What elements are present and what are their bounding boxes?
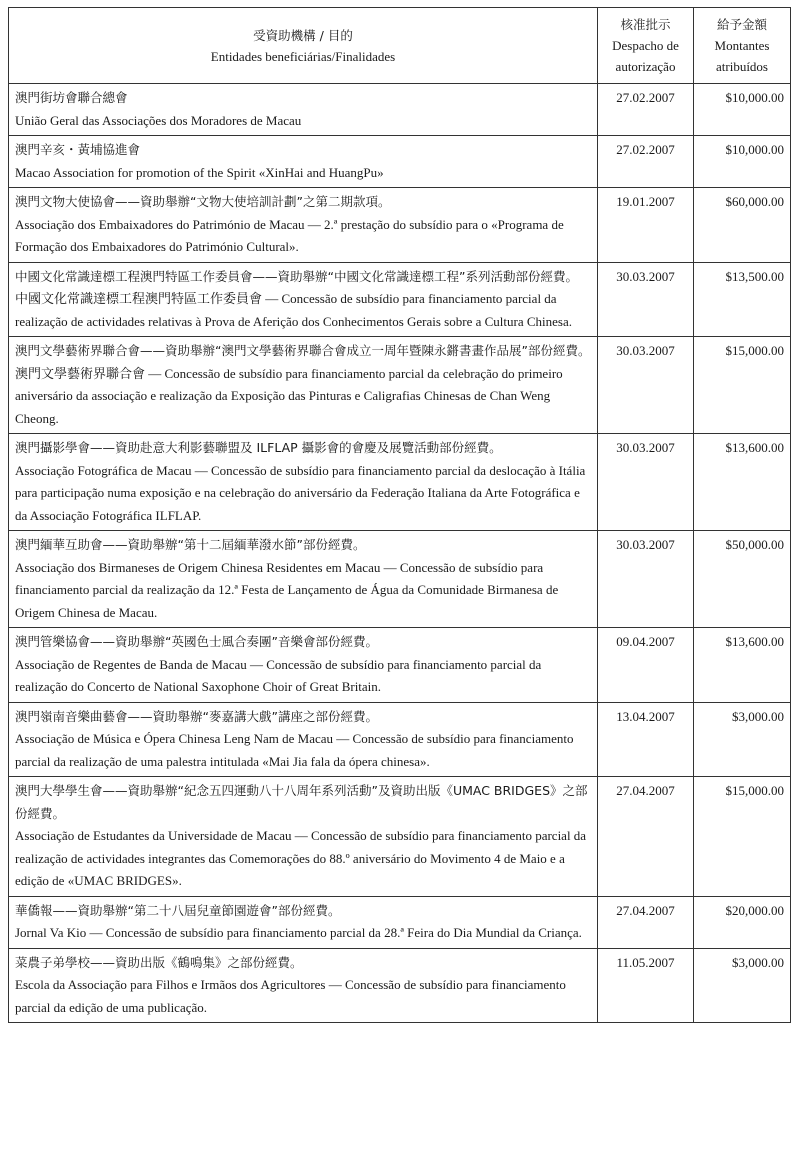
header-date-pt-1: Despacho de xyxy=(612,38,679,53)
entity-cell xyxy=(9,777,598,897)
amount-cell: $50,000.00 xyxy=(694,531,791,628)
amount-cell: $13,500.00 xyxy=(694,262,791,337)
table-row xyxy=(9,262,791,337)
entity-cell xyxy=(9,702,598,777)
amount-cell: $10,000.00 xyxy=(694,136,791,188)
date-cell: 13.04.2007 xyxy=(598,702,694,777)
date-cell: 27.02.2007 xyxy=(598,136,694,188)
entity-cell xyxy=(9,531,598,628)
date-cell: 11.05.2007 xyxy=(598,948,694,1023)
table-row xyxy=(9,777,791,897)
date-cell: 09.04.2007 xyxy=(598,628,694,703)
table-row xyxy=(9,136,791,188)
table-row xyxy=(9,84,791,136)
entity-pt: Associação de Regentes de Banda de Macau — Concessão de subsídio para financiamento parcial da realização do Concerto de National Saxophone Choir of Great Britain. xyxy=(15,656,542,694)
entity-cell xyxy=(9,628,598,703)
header-amount-pt-1: Montantes xyxy=(714,38,770,53)
header-date-pt-2: autorização xyxy=(615,59,676,74)
entity-zh: 澳門大學學生會——資助舉辦“紀念五四運動八十八周年系列活動”及資助出版《UMAC BRIDGES》之部份經費。 xyxy=(15,783,588,821)
header-row xyxy=(9,8,791,84)
header-amount xyxy=(694,8,791,84)
entity-zh: 澳門文物大使協會——資助舉辦“文物大使培訓計劃”之第二期款項。 xyxy=(15,194,391,209)
table-row xyxy=(9,337,791,434)
entity-zh: 菜農子弟學校——資助出版《鶴鳴集》之部份經費。 xyxy=(15,954,303,970)
entity-cell xyxy=(9,434,598,531)
amount-cell: $15,000.00 xyxy=(694,337,791,434)
entity-pt: Associação de Estudantes da Universidade de Macau — Concessão de subsídio para financiamento parcial da realização de actividades integrantes das Comemorações do 88.º aniversário do Movimento 4 de Maio e a edição de «UMAC BRIDGES». xyxy=(15,828,587,888)
amount-cell: $10,000.00 xyxy=(694,84,791,136)
table-row xyxy=(9,896,791,948)
header-amount-pt-2: atribuídos xyxy=(716,59,768,74)
entity-cell xyxy=(9,136,598,188)
amount-cell: $13,600.00 xyxy=(694,434,791,531)
entity-zh: 澳門管樂協會——資助舉辦“英國色士風合奏團”音樂會部份經費。 xyxy=(15,634,378,649)
table-row xyxy=(9,948,791,1023)
entity-zh: 澳門文學藝術界聯合會——資助舉辦“澳門文學藝術界聯合會成立一周年暨陳永鏘書畫作品展”部份經費。 xyxy=(15,343,591,358)
entity-pt: Associação de Música e Ópera Chinesa Leng Nam de Macau — Concessão de subsídio para financiamento parcial da realização de uma palestra intitulada «Mai Jia fala da ópera chinesa». xyxy=(15,731,574,769)
entity-pt: Associação dos Embaixadores do Património de Macau — 2.ª prestação do subsídio para o «Programa de Formação dos Embaixadores do Património Cultural». xyxy=(15,216,564,254)
entity-cell xyxy=(9,896,598,948)
amount-cell: $15,000.00 xyxy=(694,777,791,897)
date-cell: 27.04.2007 xyxy=(598,777,694,897)
table-row xyxy=(9,188,791,263)
entity-zh: 澳門攝影學會——資助赴意大利影藝聯盟及 ILFLAP 攝影會的會慶及展覽活動部份經費。 xyxy=(15,440,502,455)
subsidy-table xyxy=(8,7,791,1023)
table-row xyxy=(9,531,791,628)
amount-cell: $3,000.00 xyxy=(694,702,791,777)
amount-cell: $13,600.00 xyxy=(694,628,791,703)
date-cell: 30.03.2007 xyxy=(598,531,694,628)
table-row xyxy=(9,434,791,531)
entity-zh: 中國文化常識達標工程澳門特區工作委員會——資助舉辦“中國文化常識達標工程”系列活動部份經費。 xyxy=(15,268,578,284)
date-cell: 27.04.2007 xyxy=(598,896,694,948)
amount-cell: $60,000.00 xyxy=(694,188,791,263)
date-cell: 30.03.2007 xyxy=(598,434,694,531)
entity-cell xyxy=(9,84,598,136)
entity-cell xyxy=(9,188,598,263)
entity-cell xyxy=(9,337,598,434)
header-entity xyxy=(9,8,598,84)
entity-pt: Escola da Associação para Filhos e Irmãos dos Agricultores — Concessão de subsídio para financiamento parcial da edição de uma publicação. xyxy=(15,977,566,1015)
entity-zh: 澳門嶺南音樂曲藝會——資助舉辦“麥嘉講大戲”講座之部份經費。 xyxy=(15,708,378,724)
date-cell: 19.01.2007 xyxy=(598,188,694,263)
date-cell: 27.02.2007 xyxy=(598,84,694,136)
table-row xyxy=(9,702,791,777)
amount-cell: $20,000.00 xyxy=(694,896,791,948)
entity-zh: 華僑報——資助舉辦“第二十八屆兒童節園遊會”部份經費。 xyxy=(15,902,341,918)
entity-pt: Macao Association for promotion of the Spirit «XinHai and HuangPu» xyxy=(15,164,384,180)
entity-pt: Associação dos Birmaneses de Origem Chinesa Residentes em Macau — Concessão de subsídio para financiamento parcial da realização da 12.ª Festa de Lançamento de Água da Comunidade Birmanesa de Origem Chinesa de Macau. xyxy=(15,559,559,620)
entity-cell xyxy=(9,262,598,337)
entity-pt: Associação Fotográfica de Macau — Concessão de subsídio para financiamento parcial da deslocação à Itália para participação numa exposição e na celebração do aniversário da Federação Italiana da Arte Fotográfica e da Associação Fotográfica ILFLAP. xyxy=(15,462,586,523)
header-date xyxy=(598,8,694,84)
entity-cell xyxy=(9,948,598,1023)
header-entity-zh: 受資助機構 / 目的 xyxy=(253,27,353,43)
header-entity-pt: Entidades beneficiárias/Finalidades xyxy=(210,48,396,64)
entity-zh: 澳門街坊會聯合總會 xyxy=(15,90,128,105)
entity-zh: 澳門緬華互助會——資助舉辦“第十二屆緬華潑水節”部份經費。 xyxy=(15,537,366,552)
entity-pt: 中國文化常識達標工程澳門特區工作委員會 — Concessão de subsídio para financiamento parcial da realização de actividades relativas à Prova de Aferição dos Conhecimentos Gerais sobre a Cultura Chinesa. xyxy=(15,291,572,329)
entity-pt: 澳門文學藝術界聯合會 — Concessão de subsídio para financiamento parcial da celebração do primeiro aniversário da associação e realização da Exposição das Pinturas e Caligrafias Chinesas de Chan Weng Cheong. xyxy=(15,365,563,426)
amount-cell: $3,000.00 xyxy=(694,948,791,1023)
header-amount-zh: 給予金額 xyxy=(716,17,767,32)
date-cell: 30.03.2007 xyxy=(598,262,694,337)
entity-zh: 澳門辛亥・黃埔協進會 xyxy=(15,142,141,157)
entity-pt: União Geral das Associações dos Moradores de Macau xyxy=(15,112,302,128)
table-row xyxy=(9,628,791,703)
header-date-zh: 核准批示 xyxy=(620,17,671,32)
entity-pt: Jornal Va Kio — Concessão de subsídio para financiamento parcial da 28.ª Feira do Dia Mundial da Criança. xyxy=(15,925,582,940)
date-cell: 30.03.2007 xyxy=(598,337,694,434)
